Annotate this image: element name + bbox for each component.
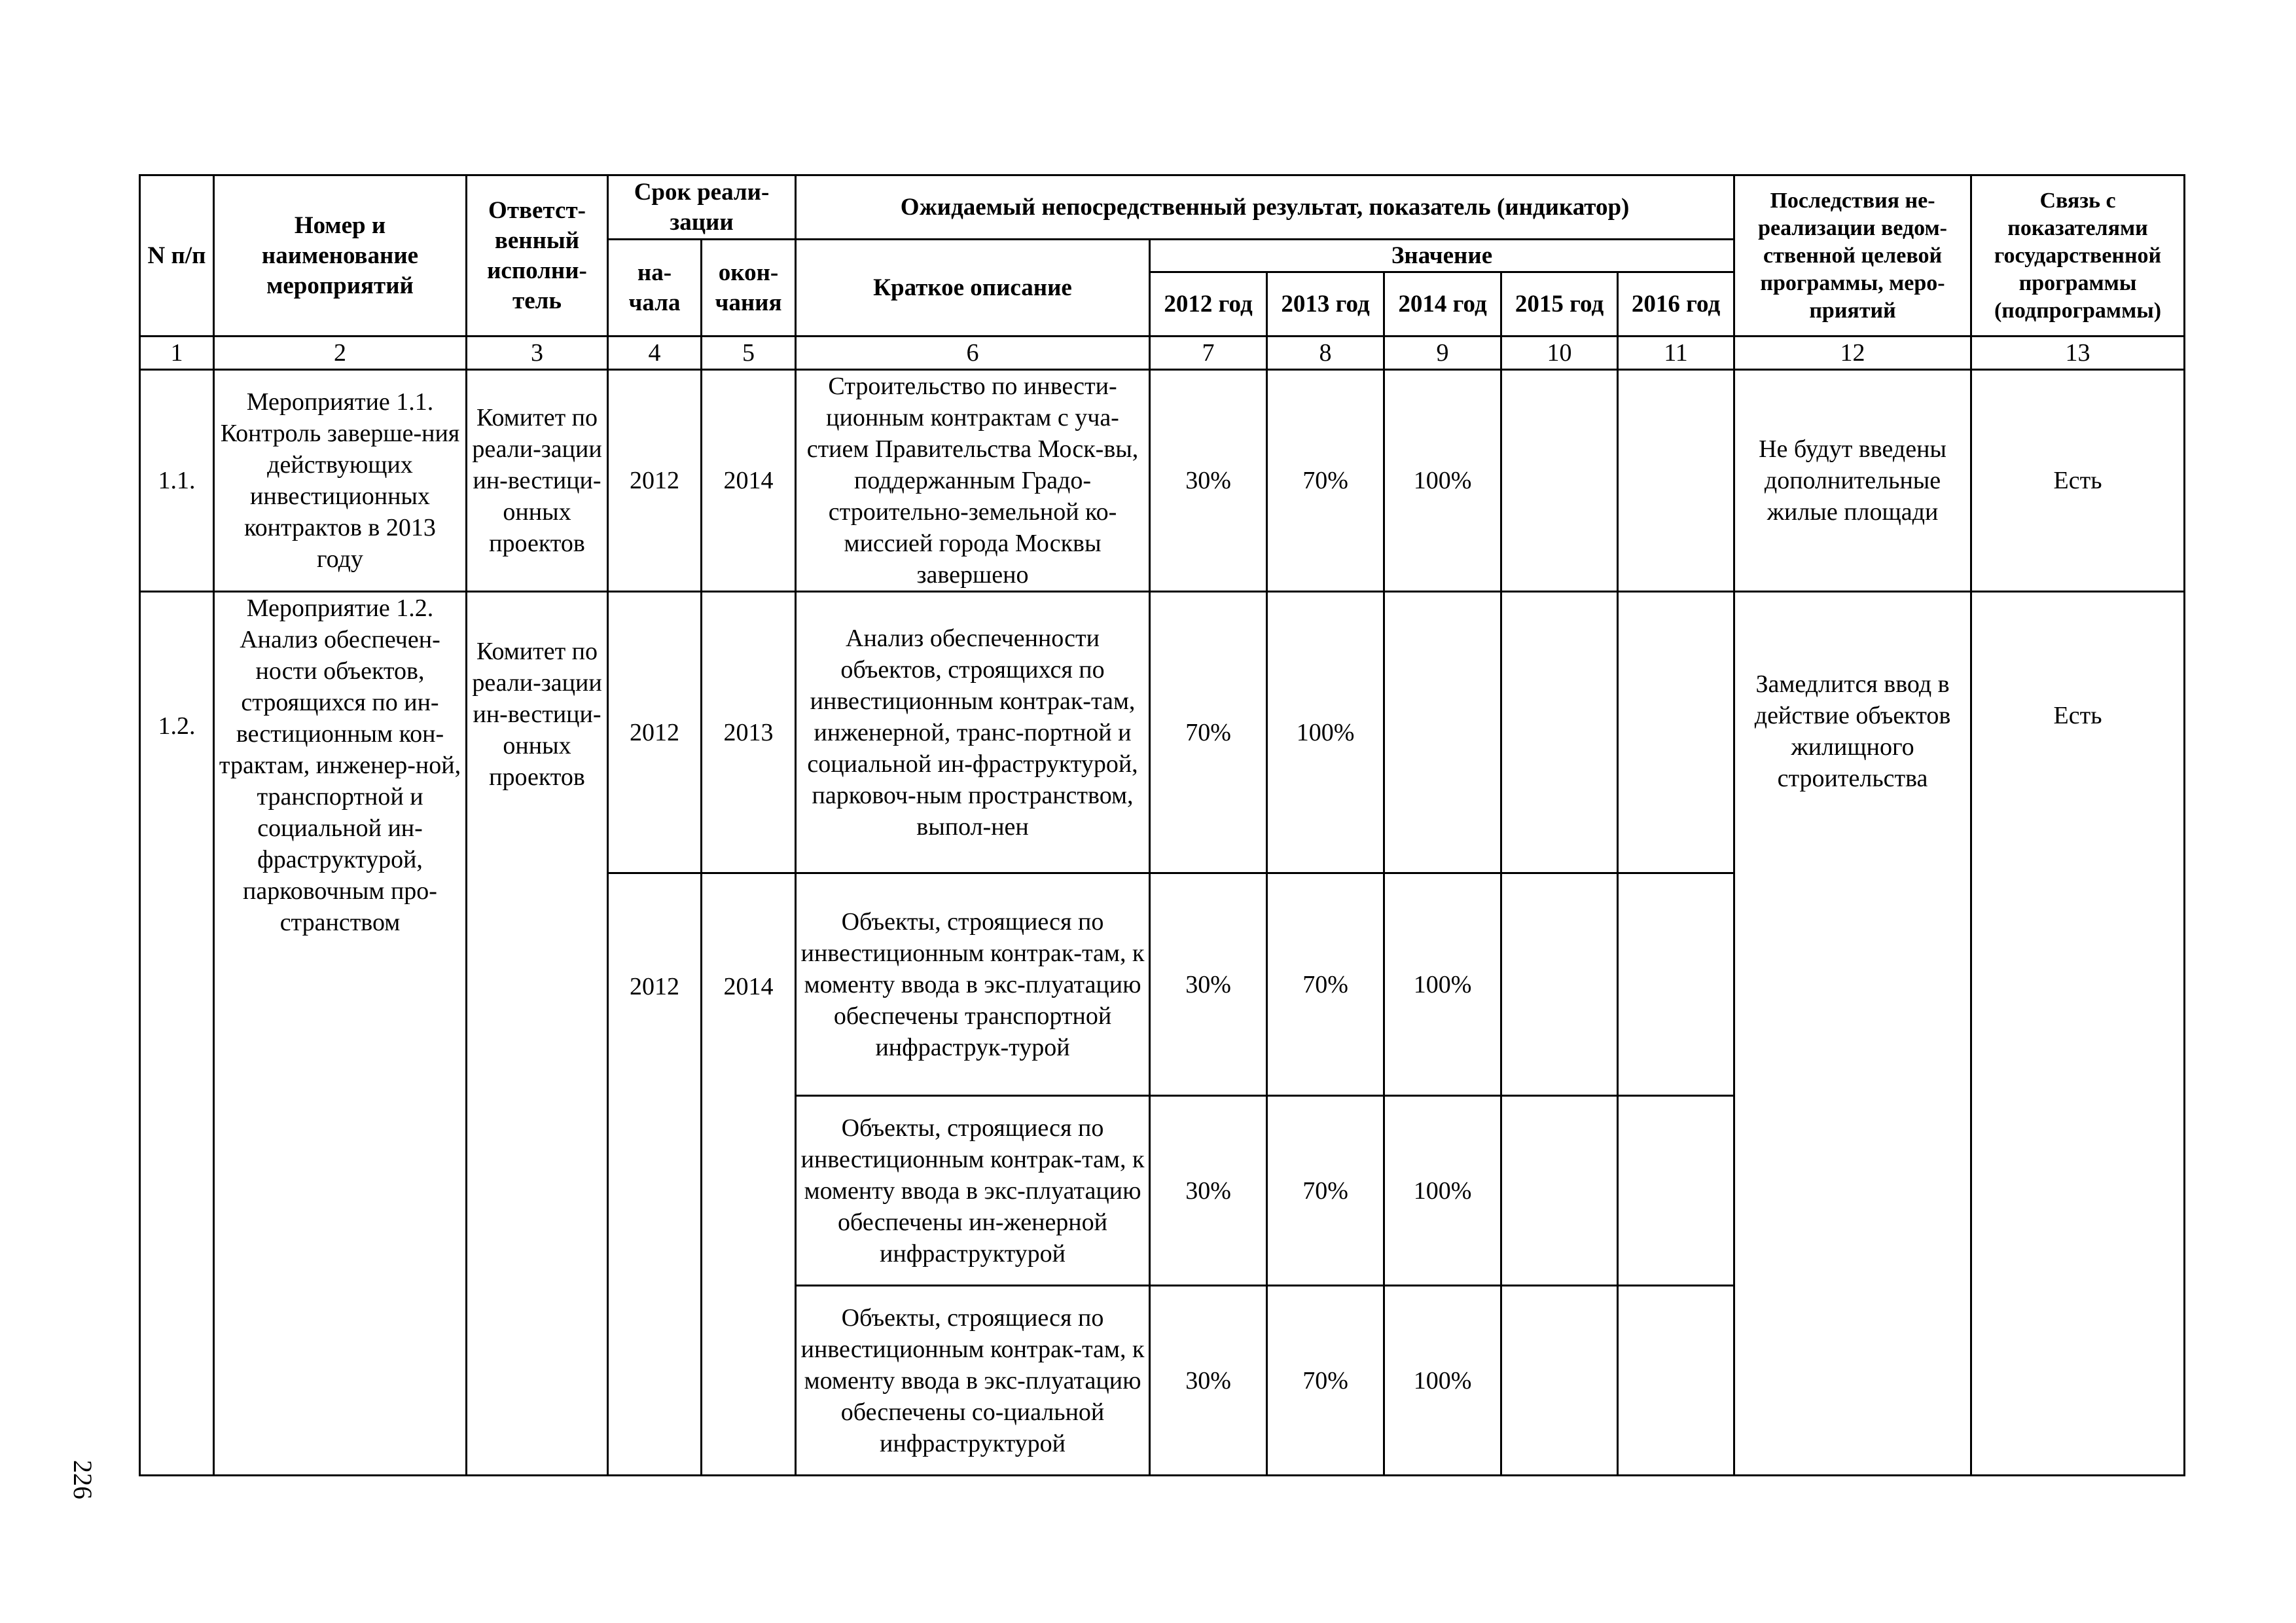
row-value: 70% [1267,370,1384,592]
column-number: 5 [702,337,796,370]
column-number: 10 [1501,337,1618,370]
table-row [140,370,2185,592]
row-value: 30% [1150,370,1267,592]
row-value [1501,1286,1618,1476]
row-end: 2013 [702,592,796,873]
row-description: Объекты, строящиеся по инвестиционным контрак-там, к моменту ввода в экс-плуатацию обеспечены транспортной инфраструк-турой [796,873,1150,1096]
row-value: 30% [1150,1096,1267,1286]
row-num: 1.1. [140,370,214,592]
column-number: 1 [140,337,214,370]
row-value: 100% [1384,873,1501,1096]
header-term-start: на-чала [608,240,702,337]
row-link: Есть [1971,592,2185,1476]
column-number: 11 [1618,337,1734,370]
row-description: Анализ обеспеченности объектов, строящихся по инвестиционным контрак-там, инженерной, транс-портной и социальной ин-фраструктурой, парковоч-ным пространством, выпол-нен [796,592,1150,873]
column-number: 13 [1971,337,2185,370]
row-value: 70% [1267,873,1384,1096]
header-term: Срок реали-зации [608,175,796,240]
column-number: 7 [1150,337,1267,370]
header-year: 2016 год [1618,272,1734,337]
header-description: Краткое описание [796,240,1150,337]
header-year: 2015 год [1501,272,1618,337]
header-result: Ожидаемый непосредственный результат, показатель (индикатор) [796,175,1734,240]
program-table [139,174,2185,1476]
row-value: 100% [1267,592,1384,873]
row-value: 70% [1267,1096,1384,1286]
row-responsible: Комитет по реали-зации ин-вестици-онных проектов [467,370,608,592]
row-value: 30% [1150,1286,1267,1476]
row-value: 70% [1267,1286,1384,1476]
header-link: Связь с показателями государственной программы (подпрограммы) [1971,175,2185,337]
row-value: 100% [1384,1096,1501,1286]
row-start: 2012 [608,370,702,592]
row-end: 2014 [702,873,796,1476]
row-value [1618,370,1734,592]
row-value [1618,873,1734,1096]
row-value [1618,1286,1734,1476]
row-name: Мероприятие 1.1. Контроль заверше-ния действующих инвестиционных контрактов в 2013 году [214,370,467,592]
row-start: 2012 [608,592,702,873]
header-year: 2013 год [1267,272,1384,337]
row-end: 2014 [702,370,796,592]
column-number: 12 [1734,337,1971,370]
row-consequence: Не будут введены дополнительные жилые площади [1734,370,1971,592]
row-value [1618,1096,1734,1286]
row-value: 70% [1150,592,1267,873]
column-number: 2 [214,337,467,370]
column-number: 6 [796,337,1150,370]
row-value: 100% [1384,370,1501,592]
header-year: 2014 год [1384,272,1501,337]
column-number: 8 [1267,337,1384,370]
row-value [1501,592,1618,873]
header-consequences: Последствия не-реализации ведом-ственной целевой программы, меро-приятий [1734,175,1971,337]
row-description: Объекты, строящиеся по инвестиционным контрак-там, к моменту ввода в экс-плуатацию обеспечены со-циальной инфраструктурой [796,1286,1150,1476]
row-value [1384,592,1501,873]
header-num: N п/п [140,175,214,337]
header-responsible: Ответст-венный исполни-тель [467,175,608,337]
row-value: 100% [1384,1286,1501,1476]
row-description: Объекты, строящиеся по инвестиционным контрак-там, к моменту ввода в экс-плуатацию обеспечены ин-женерной инфраструктурой [796,1096,1150,1286]
table-row [140,592,2185,873]
row-consequence: Замедлится ввод в действие объектов жилищного строительства [1734,592,1971,1476]
row-start: 2012 [608,873,702,1476]
row-num: 1.2. [140,592,214,1476]
row-link: Есть [1971,370,2185,592]
row-value [1501,1096,1618,1286]
row-value [1618,592,1734,873]
row-responsible: Комитет по реали-зации ин-вестици-онных проектов [467,592,608,1476]
header-value: Значение [1150,240,1734,272]
column-number: 9 [1384,337,1501,370]
row-value: 30% [1150,873,1267,1096]
header-term-end: окон-чания [702,240,796,337]
page-number: 226 [68,1460,98,1499]
row-name: Мероприятие 1.2. Анализ обеспечен-ности объектов, строящихся по ин-вестиционным кон-трактам, инженер-ной, транспортной и социальной ин-фраструктурой, парковочным про-странством [214,592,467,1476]
column-number: 4 [608,337,702,370]
row-value [1501,873,1618,1096]
header-name: Номер и наименование мероприятий [214,175,467,337]
row-description: Строительство по инвести-ционным контрактам с уча-стием Правительства Моск-вы, поддержанным Градо-строительно-земельной ко-миссией города Москвы завершено [796,370,1150,592]
header-year: 2012 год [1150,272,1267,337]
row-value [1501,370,1618,592]
column-number: 3 [467,337,608,370]
